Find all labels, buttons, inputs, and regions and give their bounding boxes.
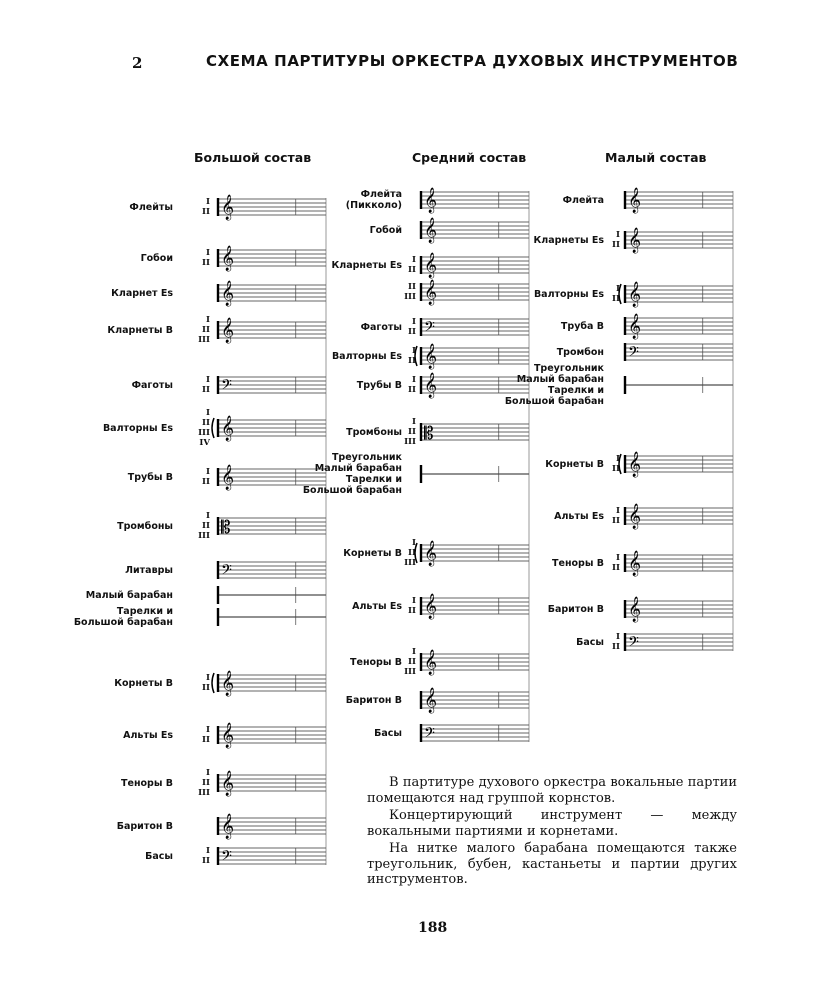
staff-row	[218, 722, 326, 748]
instrument-label: Треугольник Малый барабан Тарелки и Большой барабан	[504, 363, 604, 407]
staff-row	[218, 317, 326, 343]
clef-icon: 𝄞	[221, 814, 235, 839]
staff-row	[212, 670, 326, 696]
clef-icon: 𝄞	[424, 594, 438, 619]
instrument-label: Баритон B	[547, 603, 604, 615]
clef-icon: 𝄞	[221, 195, 235, 220]
clef-icon: 𝄞	[628, 228, 642, 253]
instrument-label: Труба B	[560, 320, 604, 332]
staff-row	[421, 593, 529, 619]
part-numerals: I II	[202, 375, 210, 395]
instrument-label: Корнеты B	[343, 547, 402, 559]
clef-icon: 𝄞	[424, 280, 438, 305]
clef-icon: 𝄞	[221, 416, 235, 441]
staff-row	[421, 187, 529, 213]
instrument-label: Тарелки и Большой барабан	[73, 606, 173, 628]
staff-row	[218, 608, 326, 626]
instrument-label: Кларнеты Es	[533, 234, 604, 246]
part-numerals: I II III	[404, 647, 416, 677]
part-numerals: I II	[202, 846, 210, 866]
instrument-label: Альты Es	[123, 729, 173, 741]
staff-row	[218, 194, 326, 220]
column-heading-medium: Средний состав	[412, 150, 527, 165]
part-numerals: I II III	[404, 538, 416, 568]
part-numerals: I II	[612, 454, 620, 474]
instrument-label: Корнеты B	[545, 458, 604, 470]
instrument-label: Флейты	[129, 201, 173, 213]
part-numerals: I II	[202, 248, 210, 268]
note-paragraph: На нитке малого барабана помещаются также треугольник, бубен, кастаньеты и партии других инструментов.	[367, 841, 737, 887]
part-numerals: I II	[612, 230, 620, 250]
instrument-label: Литавры	[125, 564, 173, 576]
instrument-label: Басы	[145, 850, 173, 862]
staff-row	[421, 724, 529, 745]
page-number: 2	[132, 54, 143, 72]
clef-icon: 𝄞	[628, 551, 642, 576]
staff-row	[625, 596, 733, 622]
instrument-label: Альты Es	[352, 600, 402, 612]
clef-icon: 𝄞	[424, 541, 438, 566]
clef-icon: 𝄢	[628, 344, 639, 364]
clef-icon: 𝄡	[424, 424, 434, 444]
part-numerals: I II	[202, 725, 210, 745]
staff-row	[625, 313, 733, 339]
clef-icon: 𝄢	[221, 377, 232, 397]
staff-row	[421, 687, 529, 713]
staff-row	[421, 423, 529, 444]
part-numerals: I II	[408, 596, 416, 616]
page-footer-number: 188	[418, 920, 448, 936]
instrument-label: Тромбоны	[117, 520, 173, 532]
clef-icon: 𝄢	[628, 634, 639, 654]
clef-icon: 𝄞	[628, 452, 642, 477]
instrument-label: Трубы B	[127, 471, 173, 483]
instrument-label: Баритон B	[345, 694, 402, 706]
clef-icon: 𝄢	[221, 848, 232, 868]
staff-row	[625, 187, 733, 213]
part-numerals: I II	[408, 346, 416, 366]
instrument-label: Кларнеты B	[107, 324, 173, 336]
staff-row	[218, 770, 326, 796]
part-numerals: I II	[612, 284, 620, 304]
clef-icon: 𝄞	[221, 671, 235, 696]
instrument-label: Теноры B	[121, 777, 173, 789]
clef-icon: 𝄞	[221, 723, 235, 748]
instrument-label: Басы	[374, 727, 402, 739]
instrument-label: Фаготы	[131, 379, 173, 391]
instrument-label: Фаготы	[360, 321, 402, 333]
instrument-label: Валторны Es	[533, 288, 604, 300]
part-numerals: I II	[612, 553, 620, 573]
clef-icon: 𝄞	[628, 314, 642, 339]
clef-icon: 𝄞	[424, 344, 438, 369]
part-numerals: I II III	[198, 511, 210, 541]
clef-icon: 𝄞	[628, 597, 642, 622]
note-paragraph: Концертирующий инструмент — между вокальными партиями и корнетами.	[367, 808, 737, 839]
staff-row	[218, 586, 326, 604]
clef-icon: 𝄞	[424, 218, 438, 243]
staff-row	[421, 649, 529, 675]
staff-row	[625, 343, 733, 364]
instrument-label: Теноры B	[350, 656, 402, 668]
part-numerals: I II	[202, 467, 210, 487]
part-numerals: I II	[408, 317, 416, 337]
clef-icon: 𝄞	[221, 771, 235, 796]
clef-icon: 𝄢	[424, 319, 435, 339]
instrument-label: Кларнет Es	[111, 287, 173, 299]
staff-row	[421, 279, 529, 305]
instrument-label: Гобой	[369, 224, 402, 236]
clef-icon: 𝄢	[424, 725, 435, 745]
clef-icon: 𝄞	[424, 188, 438, 213]
brace-icon	[212, 418, 214, 438]
staff-row	[421, 465, 529, 483]
clef-icon: 𝄞	[628, 188, 642, 213]
staff-row	[218, 245, 326, 271]
part-numerals: I II	[202, 673, 210, 693]
part-numerals: I II III IV	[198, 408, 210, 448]
instrument-label: Валторны Es	[102, 422, 173, 434]
note-paragraph: В партитуре духового оркестра вокальные партии помещаются над группой корнстов.	[367, 775, 737, 806]
clef-icon: 𝄞	[221, 318, 235, 343]
part-numerals: I II	[408, 255, 416, 275]
instrument-label: Флейта (Пикколо)	[345, 189, 402, 211]
staff-row	[625, 503, 733, 529]
instrument-label: Теноры B	[552, 557, 604, 569]
notes-block	[367, 775, 737, 890]
clef-icon: 𝄢	[221, 562, 232, 582]
staff-row	[212, 415, 326, 441]
staff-row	[415, 540, 529, 566]
column-heading-small: Малый состав	[605, 150, 707, 165]
instrument-label: Малый барабан	[85, 589, 173, 601]
instrument-label: Басы	[576, 636, 604, 648]
staff-row	[218, 376, 326, 397]
page-title: СХЕМА ПАРТИТУРЫ ОРКЕСТРА ДУХОВЫХ ИНСТРУМЕНТОВ	[206, 52, 739, 70]
staff-row	[625, 633, 733, 654]
instrument-label: Валторны Es	[331, 350, 402, 362]
clef-icon: 𝄞	[424, 373, 438, 398]
instrument-label: Кларнеты Es	[331, 259, 402, 271]
staff-row	[619, 451, 733, 477]
instrument-label: Альты Es	[554, 510, 604, 522]
part-numerals: I II	[408, 375, 416, 395]
staff-row	[625, 550, 733, 576]
clef-icon: 𝄞	[628, 504, 642, 529]
part-numerals: I II III	[198, 315, 210, 345]
brace-icon	[212, 673, 214, 693]
staff-row	[421, 318, 529, 339]
clef-icon: 𝄞	[424, 253, 438, 278]
part-numerals: I II	[612, 632, 620, 652]
staff-row	[625, 227, 733, 253]
instrument-label: Гобои	[140, 252, 173, 264]
part-numerals: I II III	[198, 768, 210, 798]
clef-icon: 𝄞	[424, 688, 438, 713]
instrument-label: Флейта	[562, 194, 604, 206]
part-numerals: I II	[612, 506, 620, 526]
staff-row	[421, 217, 529, 243]
clef-icon: 𝄞	[221, 465, 235, 490]
clef-icon: 𝄞	[221, 281, 235, 306]
staff-row	[218, 517, 326, 538]
staff-row	[218, 280, 326, 306]
staff-row	[421, 252, 529, 278]
staff-row	[619, 281, 733, 307]
clef-icon: 𝄞	[424, 650, 438, 675]
staff-row	[218, 847, 326, 868]
instrument-label: Трубы B	[356, 379, 402, 391]
staff-row	[218, 561, 326, 582]
part-numerals: II III	[404, 282, 416, 302]
clef-icon: 𝄞	[221, 246, 235, 271]
clef-icon: 𝄞	[628, 282, 642, 307]
clef-icon: 𝄡	[221, 518, 231, 538]
instrument-label: Тромбоны	[346, 426, 402, 438]
staff-row	[218, 813, 326, 839]
instrument-label: Треугольник Малый барабан Тарелки и Большой барабан	[302, 452, 402, 496]
part-numerals: I II III	[404, 417, 416, 447]
instrument-label: Баритон B	[116, 820, 173, 832]
part-numerals: I II	[202, 197, 210, 217]
column-heading-large: Большой состав	[194, 150, 312, 165]
instrument-label: Тромбон	[556, 346, 604, 358]
instrument-label: Корнеты B	[114, 677, 173, 689]
staff-row	[625, 376, 733, 394]
